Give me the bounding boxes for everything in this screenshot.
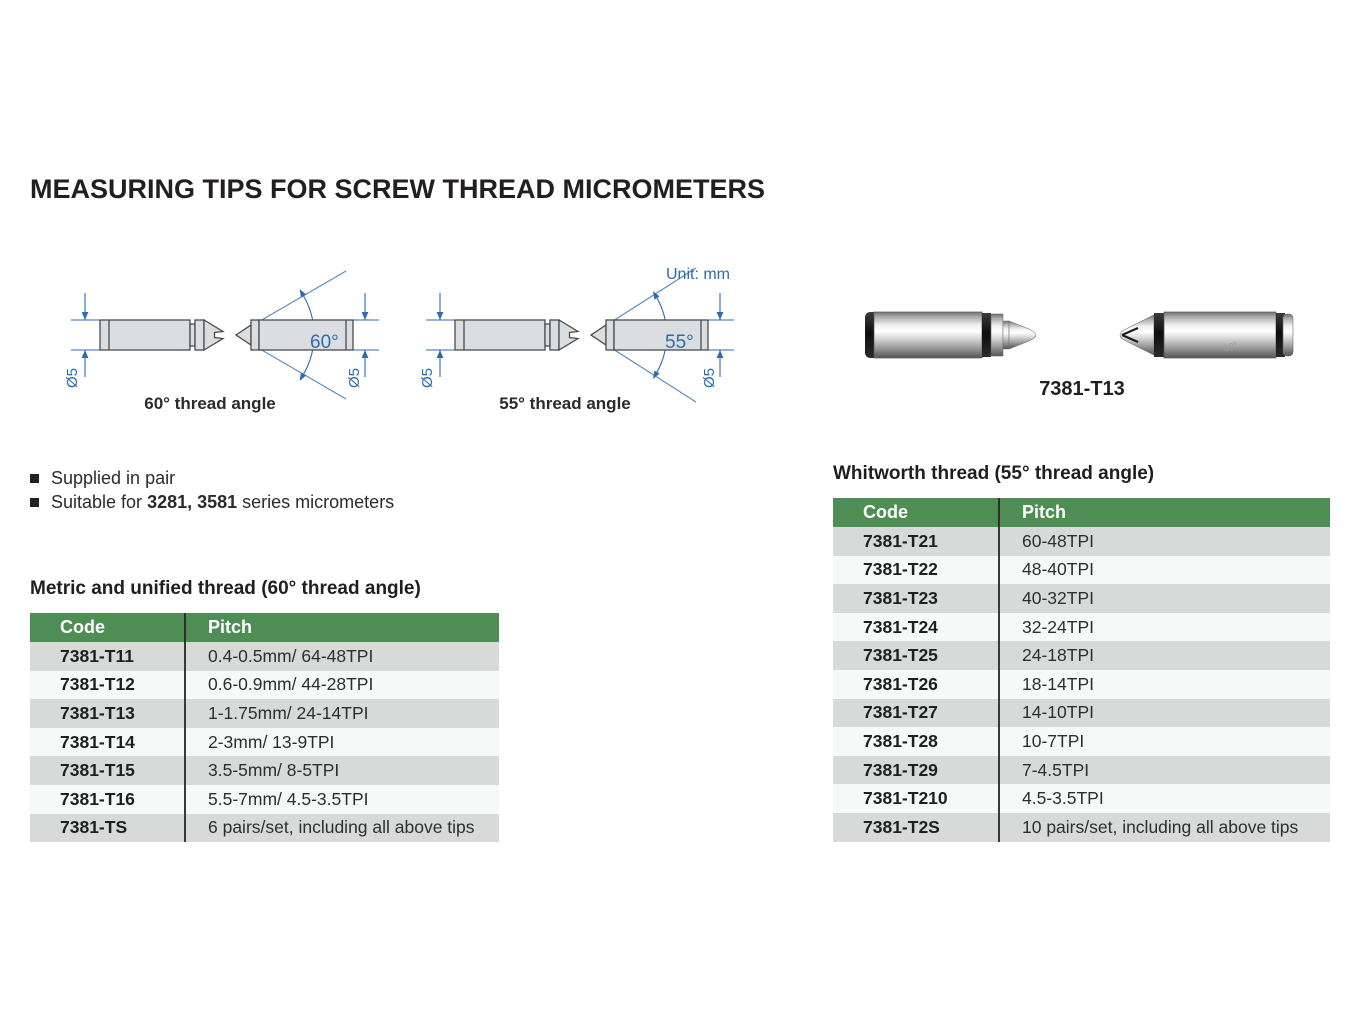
pitch-cell: 14-10TPI	[999, 699, 1330, 728]
column-header: Pitch	[999, 498, 1330, 527]
code-cell: 7381-TS	[60, 817, 128, 838]
code-cell: 7381-T15	[60, 760, 135, 781]
metric-table-title: Metric and unified thread (60° thread angle)	[30, 578, 421, 599]
table-row	[30, 785, 499, 814]
dim-label-right: Ø5	[346, 367, 363, 388]
code-cell: 7381-T21	[863, 530, 938, 551]
bullet-text	[51, 492, 394, 513]
drawing-60-degree	[55, 262, 405, 414]
table-row	[30, 699, 499, 728]
code-cell: 7381-T22	[863, 559, 938, 580]
pitch-cell: 5.5-7mm/ 4.5-3.5TPI	[185, 785, 499, 814]
table-row	[30, 728, 499, 757]
table-row	[30, 756, 499, 785]
table-row	[833, 784, 1330, 813]
pitch-cell: 48-40TPI	[999, 556, 1330, 585]
table-row	[833, 556, 1330, 585]
pitch-cell: 7-4.5TPI	[999, 756, 1330, 785]
code-cell: 7381-T2S	[863, 816, 940, 837]
pitch-cell: 2-3mm/ 13-9TPI	[185, 728, 499, 757]
angle-label-55: 55°	[665, 332, 694, 353]
header-row	[30, 613, 499, 642]
table-row	[30, 814, 499, 843]
tip-left-drawing	[100, 320, 223, 350]
pitch-cell: 4.5-3.5TPI	[999, 784, 1330, 813]
whitworth-table-title: Whitworth thread (55° thread angle)	[833, 463, 1155, 484]
bullet-text-prefix: Suitable for	[51, 491, 148, 512]
table-row	[833, 613, 1330, 642]
pitch-cell: 10-7TPI	[999, 727, 1330, 756]
product-photo	[852, 298, 1312, 373]
code-cell: 7381-T23	[863, 587, 938, 608]
code-cell: 7381-T25	[863, 645, 938, 666]
metric-table-section	[30, 578, 499, 842]
photo-caption: 7381-T13	[1039, 378, 1125, 400]
pitch-cell: 3.5-5mm/ 8-5TPI	[185, 756, 499, 785]
table-row	[833, 699, 1330, 728]
list-item	[30, 466, 394, 490]
bullet-text: Supplied in pair	[51, 467, 176, 488]
pitch-cell: 60-48TPI	[999, 527, 1330, 556]
list-item	[30, 490, 394, 514]
code-cell: 7381-T12	[60, 674, 135, 695]
photo-tip-left	[865, 312, 1036, 358]
square-bullet-icon	[30, 474, 39, 483]
dim-label-right: Ø5	[701, 367, 718, 388]
code-cell: 7381-T27	[863, 702, 938, 723]
unit-label: Unit: mm	[666, 266, 730, 283]
table-row	[30, 671, 499, 700]
dim-label-left: Ø5	[64, 367, 81, 388]
pitch-cell: 40-32TPI	[999, 584, 1330, 613]
code-cell: 7381-T16	[60, 788, 135, 809]
code-cell: 7381-T13	[60, 702, 135, 723]
pitch-cell: 0.4-0.5mm/ 64-48TPI	[185, 642, 499, 671]
page-title: MEASURING TIPS FOR SCREW THREAD MICROMETERS	[30, 174, 766, 204]
code-cell: 7381-T210	[863, 788, 948, 809]
pitch-cell: 6 pairs/set, including all above tips	[185, 814, 499, 843]
angle-label-60: 60°	[310, 332, 339, 353]
table-row	[833, 813, 1330, 842]
bullet-text-series: 3281, 3581	[147, 491, 238, 512]
code-cell: 7381-T24	[863, 616, 938, 637]
drawing-55-caption: 55° thread angle	[499, 394, 631, 413]
column-header: Pitch	[185, 613, 499, 642]
dim-label-left: Ø5	[419, 367, 436, 388]
pitch-cell: 0.6-0.9mm/ 44-28TPI	[185, 671, 499, 700]
table-row	[30, 642, 499, 671]
feature-list	[30, 466, 394, 514]
code-cell: 7381-T11	[60, 645, 134, 666]
table-row	[833, 527, 1330, 556]
code-cell: 7381-T14	[60, 731, 135, 752]
pitch-cell: 32-24TPI	[999, 613, 1330, 642]
code-cell: 7381-T26	[863, 673, 938, 694]
table-row	[833, 670, 1330, 699]
pitch-cell: 18-14TPI	[999, 670, 1330, 699]
header-row	[833, 498, 1330, 527]
photo-tip-right	[1120, 312, 1293, 358]
drawing-55-degree	[410, 262, 760, 414]
metric-thread-table	[30, 613, 499, 842]
tip-left-drawing	[455, 320, 578, 350]
code-cell: 7381-T28	[863, 730, 938, 751]
photo-engraving: 60°	[1222, 340, 1240, 355]
pitch-cell: 10 pairs/set, including all above tips	[999, 813, 1330, 842]
table-row	[833, 727, 1330, 756]
column-header: Code	[833, 498, 999, 527]
whitworth-thread-table	[833, 498, 1330, 842]
column-header: Code	[30, 613, 185, 642]
table-row	[833, 756, 1330, 785]
pitch-cell: 1-1.75mm/ 24-14TPI	[185, 699, 499, 728]
bullet-text-suffix: series micrometers	[237, 491, 395, 512]
code-cell: 7381-T29	[863, 759, 938, 780]
square-bullet-icon	[30, 498, 39, 507]
table-row	[833, 641, 1330, 670]
table-row	[833, 584, 1330, 613]
pitch-cell: 24-18TPI	[999, 641, 1330, 670]
drawing-60-caption: 60° thread angle	[144, 394, 276, 413]
whitworth-table-section	[833, 463, 1330, 842]
